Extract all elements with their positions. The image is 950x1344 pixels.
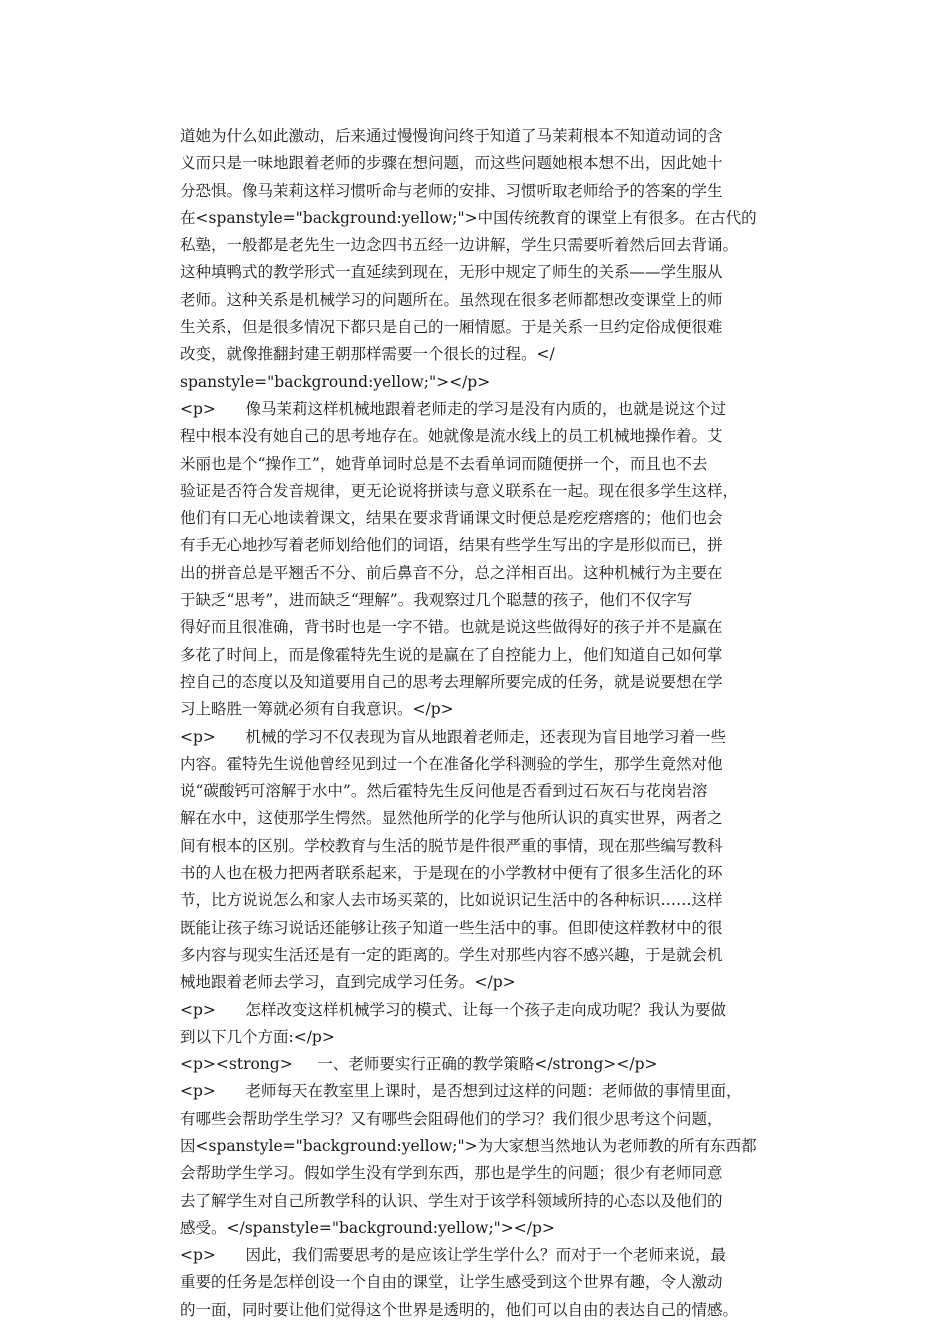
text-line: 多内容与现实生活还是有一定的距离的。学生对那些内容不感兴趣，于是就会机 [180,945,723,964]
text-line: 书的人也在极力把两者联系起来，于是现在的小学教材中便有了很多生活化的环 [180,864,723,883]
text-line: <p> 怎样改变这样机械学习的模式、让每一个孩子走向成功呢？我认为要做 [180,1000,726,1019]
text-line: 多花了时间上，而是像霍特先生说的是赢在了自控能力上，他们知道自己如何掌 [180,645,723,664]
text-line: 出的拼音总是平翘舌不分、前后鼻音不分，总之洋相百出。这种机械行为主要在 [180,563,723,582]
text-line: 有手无心地抄写着老师划给他们的词语，结果有些学生写出的字是形似而已，拼 [180,536,723,555]
text-line: 老师。这种关系是机械学习的问题所在。虽然现在很多老师都想改变课堂上的师 [180,290,723,309]
text-line: 米丽也是个“操作工”，她背单词时总是不去看单词而随便拼一个，而且也不去 [180,454,708,473]
text-line: 的一面，同时要让他们觉得这个世界是透明的，他们可以自由的表达自己的情感。 [180,1300,739,1319]
text-line: 解在水中，这使那学生愕然。显然他所学的化学与他所认识的真实世界，两者之 [180,809,723,828]
text-line: 说“碳酸钙可溶解于水中”。然后霍特先生反问他是否看到过石灰石与花岗岩溶 [180,782,708,801]
text-line: 因<spanstyle="background:yellow;">为大家想当然地认为老师教的所有东西都 [180,1136,757,1155]
text-line: 私塾，一般都是老先生一边念四书五经一边讲解，学生只需要听着然后回去背诵。 [180,236,739,255]
text-line: 节，比方说说怎么和家人去市场买菜的，比如说识记生活中的各种标识……这样 [180,891,723,910]
text-line: 生关系，但是很多情况下都只是自己的一厢情愿。于是关系一旦约定俗成便很难 [180,318,723,337]
text-line: 控自己的态度以及知道要用自己的思考去理解所要完成的任务，就是说要想在学 [180,672,723,691]
text-line: 感受。</spanstyle="background:yellow;"></p> [180,1218,555,1237]
text-line: 会帮助学生学习。假如学生没有学到东西，那也是学生的问题；很少有老师同意 [180,1164,723,1183]
text-line: <p> 机械的学习不仅表现为盲从地跟着老师走，还表现为盲目地学习着一些 [180,727,726,746]
text-line: 有哪些会帮助学生学习？又有哪些会阻碍他们的学习？我们很少思考这个问题， [180,1109,723,1128]
text-line: 分恐惧。像马茉莉这样习惯听命与老师的安排、习惯听取老师给予的答案的学生 [180,181,723,200]
document-body [180,123,780,1324]
text-line: 道她为什么如此激动，后来通过慢慢询问终于知道了马茉莉根本不知道动词的含 [180,127,723,145]
text-line: 在<spanstyle="background:yellow;">中国传统教育的课堂上有很多。在古代的 [180,208,757,227]
text-line: 间有根本的区别。学校教育与生活的脱节是件很严重的事情，现在那些编写教科 [180,836,723,855]
text-line: 义而只是一味地跟着老师的步骤在想问题，而这些问题她根本想不出，因此她十 [180,154,723,173]
text-line: <p> 像马茉莉这样机械地跟着老师走的学习是没有内质的，也就是说这个过 [180,399,726,418]
text-line: <p> 老师每天在教室里上课时，是否想到过这样的问题：老师做的事情里面， [180,1082,742,1101]
text-line: 内容。霍特先生说他曾经见到过一个在准备化学科测验的学生，那学生竟然对他 [180,754,723,773]
text-line: 得好而且很准确，背书时也是一字不错。也就是说这些做得好的孩子并不是赢在 [180,618,723,637]
text-line: 这种填鸭式的教学形式一直延续到现在，无形中规定了师生的关系——学生服从 [180,263,723,282]
text-line: 械地跟着老师去学习，直到完成学习任务。</p> [180,973,516,992]
text-line: 于缺乏“思考”，进而缺乏“理解”。我观察过几个聪慧的孩子，他们不仅字写 [180,591,693,610]
text-line: spanstyle="background:yellow;"></p> [180,372,491,391]
text-line: 到以下几个方面:</p> [180,1027,335,1046]
text-line: 重要的任务是怎样创设一个自由的课堂，让学生感受到这个世界有趣，令人激动 [180,1273,723,1292]
text-line: 验证是否符合发音规律，更无论说将拼读与意义联系在一起。现在很多学生这样， [180,481,739,500]
text-line: 他们有口无心地读着课文，结果在要求背诵课文时便总是疙疙瘩瘩的；他们也会 [180,509,723,528]
text-line: 既能让孩子练习说话还能够让孩子知道一些生活中的事。但即使这样教材中的很 [180,918,723,937]
text-line: 程中根本没有她自己的思考地存在。她就像是流水线上的员工机械地操作着。艾 [180,427,723,446]
text-line: 去了解学生对自己所教学科的认识、学生对于该学科领域所持的心态以及他们的 [180,1191,723,1210]
text-line: 改变，就像推翻封建王朝那样需要一个很长的过程。</ [180,345,555,364]
text-line: <p> 因此，我们需要思考的是应该让学生学什么？而对于一个老师来说，最 [180,1246,726,1265]
text-line: <p><strong> 一、老师要实行正确的教学策略</strong></p> [180,1055,658,1074]
text-line: 习上略胜一筹就必须有自我意识。</p> [180,700,454,719]
